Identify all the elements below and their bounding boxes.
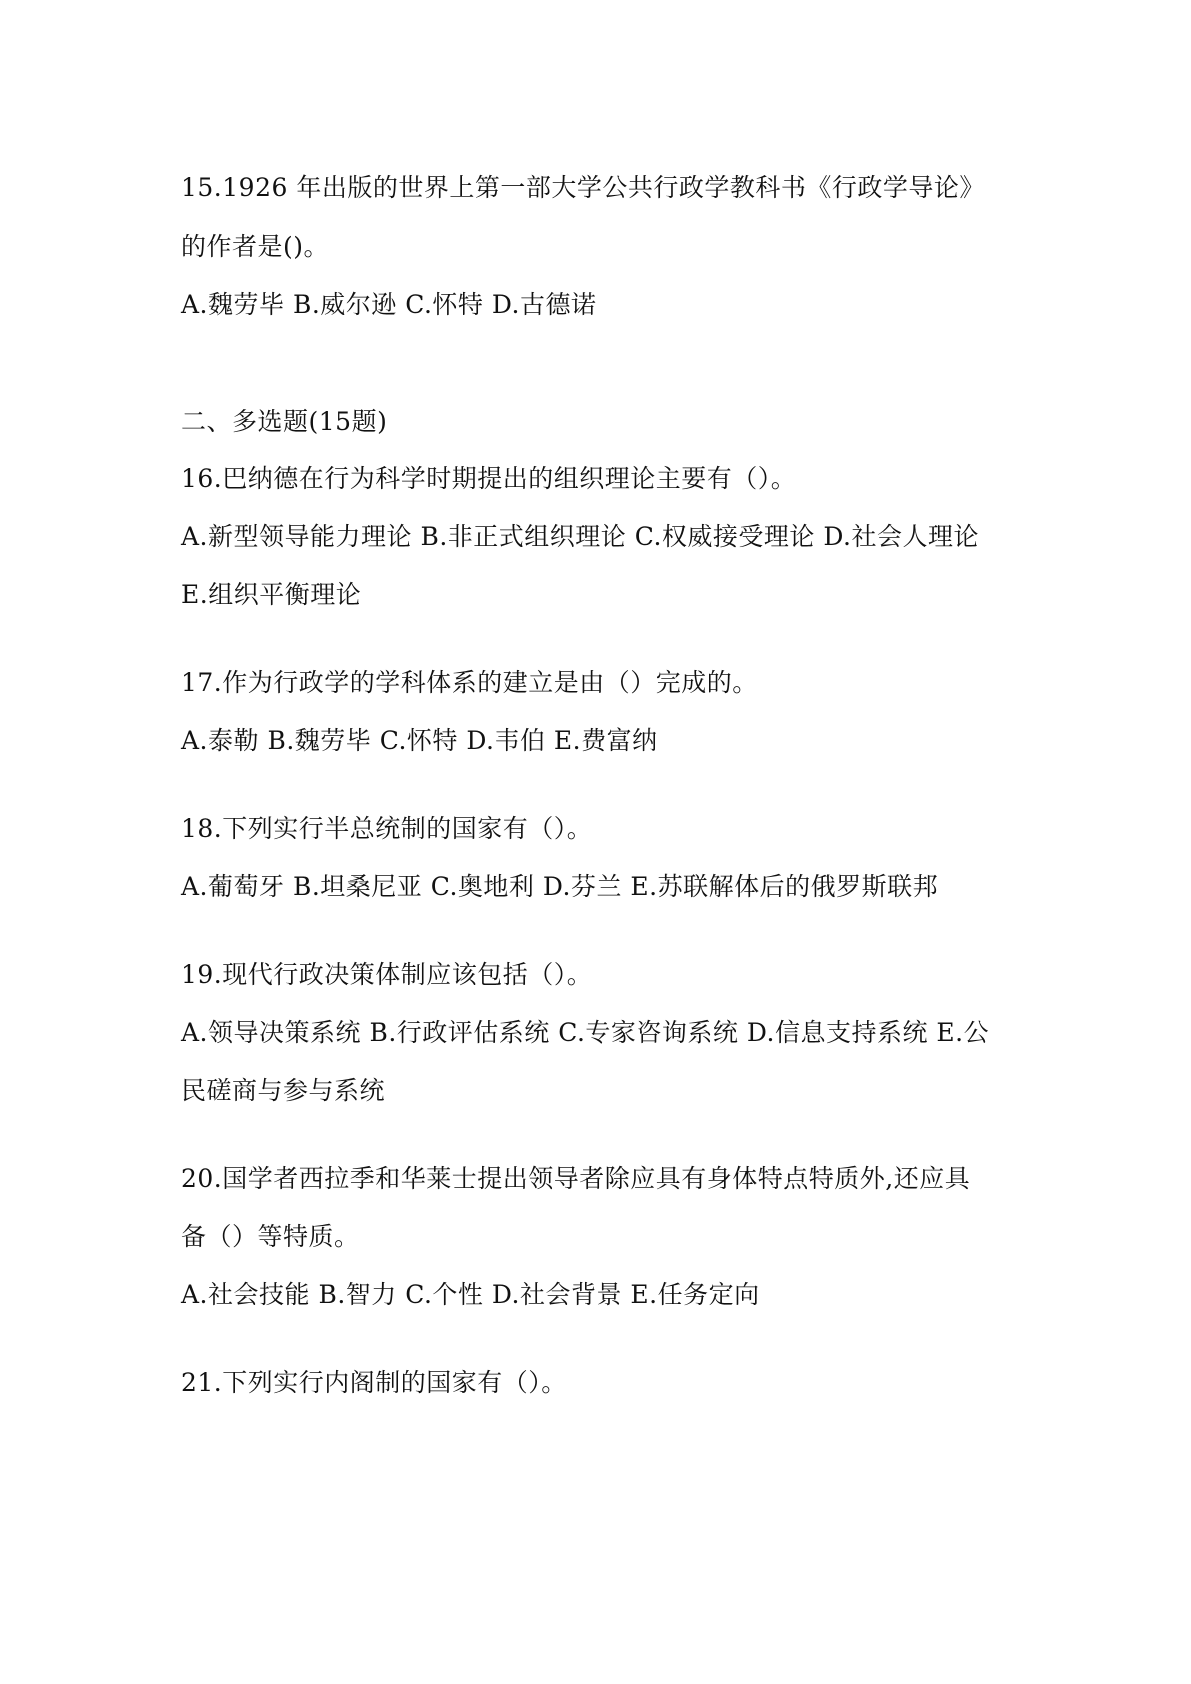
q18-options: A.葡萄牙 B.坦桑尼亚 C.奥地利 D.芬兰 E.苏联解体后的俄罗斯联邦 [181, 872, 939, 901]
q20-stem-line1: 20.国学者西拉季和华莱士提出领导者除应具有身体特点特质外,还应具 [181, 1164, 971, 1193]
q17-options: A.泰勒 B.魏劳毕 C.怀特 D.韦伯 E.费富纳 [181, 726, 658, 755]
q17-stem: 17.作为行政学的学科体系的建立是由（）完成的。 [181, 668, 758, 697]
q20-options: A.社会技能 B.智力 C.个性 D.社会背景 E.任务定向 [181, 1280, 760, 1309]
q19-options-line1: A.领导决策系统 B.行政评估系统 C.专家咨询系统 D.信息支持系统 E.公 [181, 1018, 990, 1047]
q18-stem: 18.下列实行半总统制的国家有（）。 [181, 814, 593, 843]
q16-stem: 16.巴纳德在行为科学时期提出的组织理论主要有（）。 [181, 464, 797, 493]
q20-stem-line2: 备（）等特质。 [181, 1222, 360, 1251]
q15-options: A.魏劳毕 B.威尔逊 C.怀特 D.古德诺 [181, 290, 597, 319]
section-heading: 二、多选题(15题) [181, 407, 388, 436]
q16-options-line2: E.组织平衡理论 [181, 580, 362, 609]
q16-options-line1: A.新型领导能力理论 B.非正式组织理论 C.权威接受理论 D.社会人理论 [181, 522, 979, 551]
q15-stem-line1: 15.1926 年出版的世界上第一部大学公共行政学教科书《行政学导论》 [181, 173, 985, 202]
q19-stem: 19.现代行政决策体制应该包括（）。 [181, 960, 593, 989]
q15-stem-line2: 的作者是()。 [181, 232, 330, 261]
q21-stem: 21.下列实行内阁制的国家有（）。 [181, 1368, 567, 1397]
q19-options-line2: 民磋商与参与系统 [181, 1076, 386, 1105]
